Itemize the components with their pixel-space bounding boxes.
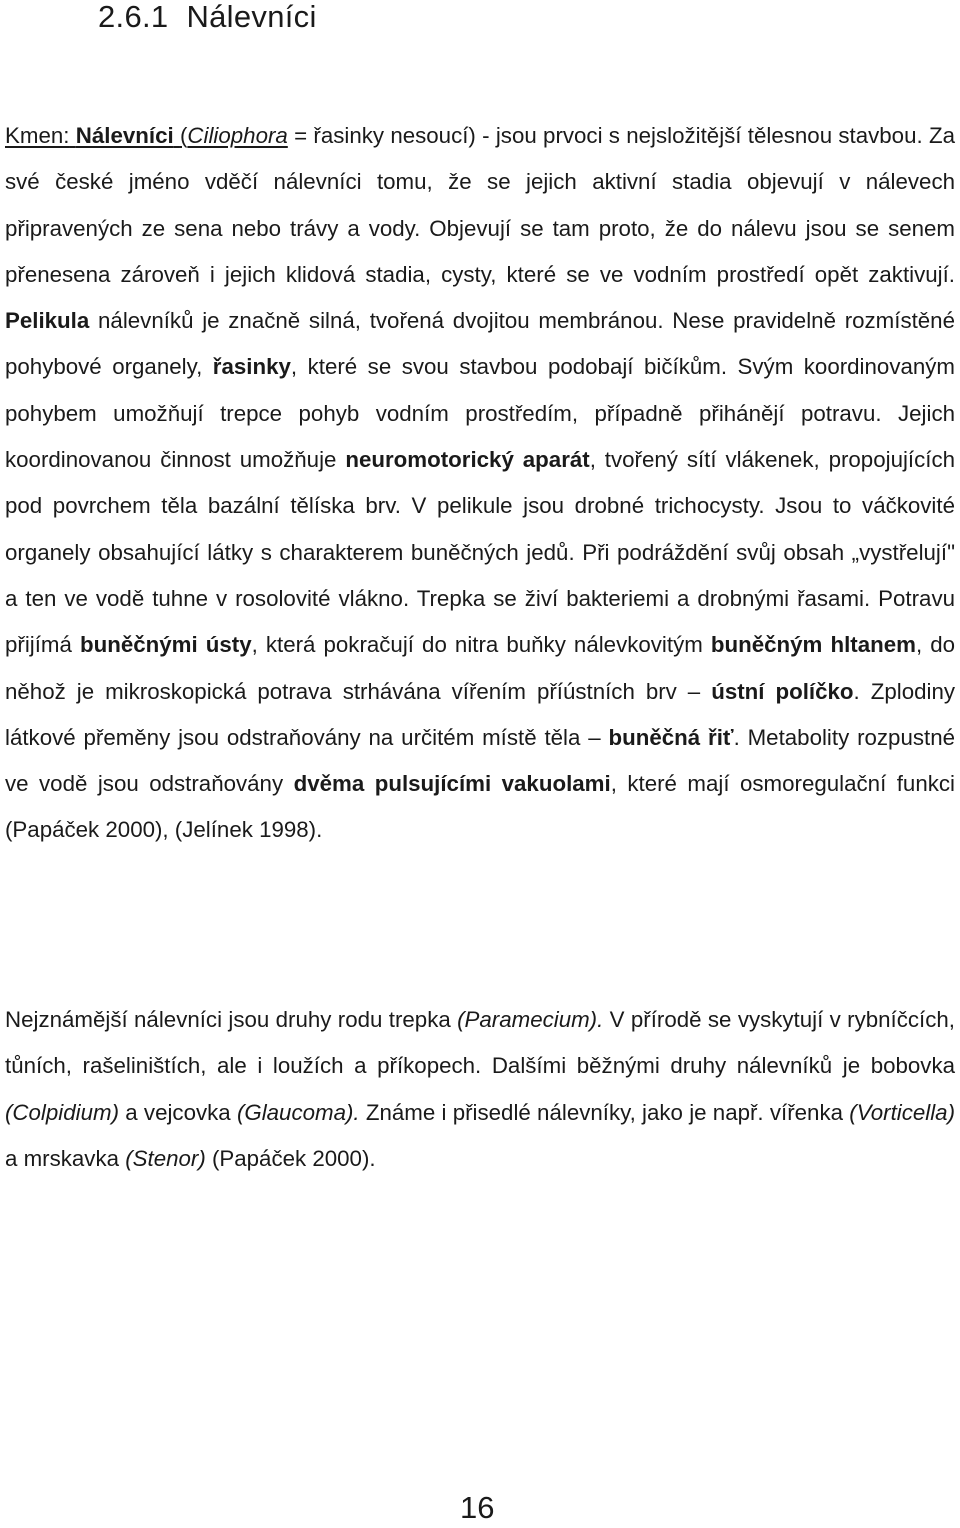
term-rasinky: řasinky: [212, 354, 291, 380]
term-bunecna-usta: buněčnými ústy: [79, 632, 252, 658]
paren-open: (: [179, 123, 188, 148]
phylum-label: [5, 123, 288, 148]
text-span: (Papáček 2000).: [211, 1145, 376, 1171]
latin-name-ciliophora: Ciliophora: [187, 123, 288, 148]
term-pulsujici-vakuoly: dvěma pulsujícími vakuolami: [293, 771, 611, 797]
section-title: Nálevníci: [186, 0, 317, 34]
page-number: 16: [460, 1490, 495, 1525]
text-span: . Metabolity rozpustné ve vodě jsou odstraňovány: [5, 724, 955, 797]
term-bunecna-rit: buněčná řiť: [608, 724, 734, 750]
term-bunecny-hltan: buněčným hltanem: [710, 632, 916, 658]
latin-name-stenor: (Stenor): [125, 1145, 206, 1171]
text-span: Známe i přisedlé nálevníky, jako je např. vířenka: [365, 1099, 844, 1125]
term-neuromotoricky-aparat: neuromotorický aparát: [345, 447, 590, 473]
text-span: = řasinky nesoucí) - jsou prvoci s nejsložitější tělesnou stavbou. Za své české jméno vděčí nálevníci tomu, že se jejich aktivní stadia objevují v nálevech připravených ze sena nebo trávy a vody. Objevují se tam proto, že do nálevu jsou se senem přenesena zároveň i jejich klidová stadia, cysty, které se ve vodním prostředí opět zaktivují.: [5, 123, 955, 287]
text-span: , tvořený sítí vlákenek, propojujících pod povrchem těla bazální tělíska brv. V pelikule jsou drobné trichocysty. Jsou to váčkovité organely obsahující látky s charakterem buněčných jedů. Při podráždění svůj obsah „vystřelují" a ten ve vodě tuhne v rosolovité vlákno. Trepka se živí bakteriemi a drobnými řasami. Potravu přijímá: [5, 447, 956, 658]
latin-name-vorticella: (Vorticella): [849, 1099, 956, 1125]
phylum-prefix: Kmen:: [5, 123, 70, 148]
latin-name-paramecium: (Paramecium).: [457, 1007, 604, 1032]
text-span: Nejznámější nálevníci jsou druhy rodu trepka: [5, 1007, 451, 1032]
text-span: a mrskavka: [5, 1145, 119, 1171]
latin-name-glaucoma: (Glaucoma).: [236, 1099, 360, 1125]
section-heading: [98, 0, 317, 40]
term-ustni-policko: ústní políčko: [711, 678, 854, 704]
text-span: a vejcovka: [125, 1099, 231, 1125]
paragraph-ciliophora-description: [5, 113, 955, 854]
section-number: 2.6.1: [98, 0, 169, 34]
text-span: nálevníků je značně silná, tvořená dvojitou membránou. Nese pravidelně rozmístěné pohybové organely,: [5, 308, 955, 380]
text-span: . Zplodiny látkové přeměny jsou odstraňovány na určitém místě těla –: [5, 678, 955, 750]
text-span: , které se svou stavbou podobají bičíkům. Svým koordinovaným pohybem umožňují trepce pohyb vodním prostředím, případně přihánějí potravu. Jejich koordinovanou činnost umožňuje: [5, 354, 955, 473]
phylum-name: Nálevníci: [75, 123, 174, 148]
text-span: , která pokračují do nitra buňky nálevkovitým: [251, 632, 703, 658]
latin-name-colpidium: (Colpidium): [5, 1099, 119, 1125]
text-span: , do něhož je mikroskopická potrava strhávána vířením příústních brv –: [5, 632, 956, 704]
text-span: V přírodě se vyskytují v rybníčcích, tůních, rašeliništích, ale i loužích a příkopech. Dalšími běžnými druhy nálevníků je bobovka: [5, 1007, 955, 1079]
text-span: , které mají osmoregulační funkci (Papáček 2000), (Jelínek 1998).: [5, 771, 955, 843]
paragraph-known-species: [5, 997, 955, 1182]
term-pelikula: Pelikula: [5, 308, 90, 334]
